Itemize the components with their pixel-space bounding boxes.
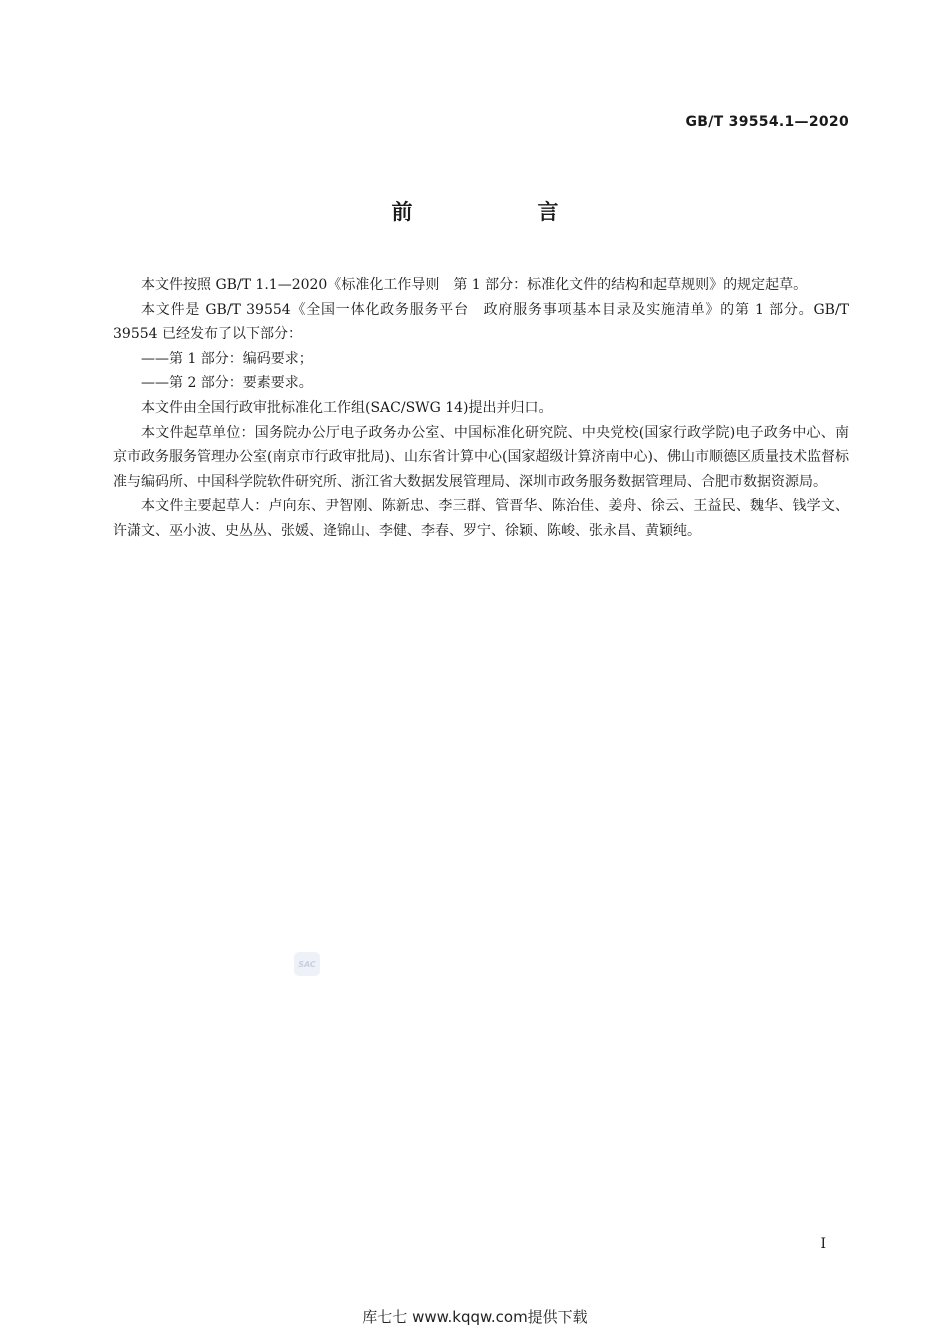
page-title: 前 言 [391,200,611,224]
paragraph-standard-part: 本文件是 GB/T 39554《全国一体化政务服务平台 政府服务事项基本目录及实施清单》的第 1 部分。GB/T 39554 已经发布了以下部分： [113,301,849,343]
page-number: I [820,1236,826,1252]
foreword-body [113,273,849,544]
list-item-part-2: ——第 2 部分：要素要求。 [141,375,313,392]
list-item-part-1: ——第 1 部分：编码要求； [141,350,313,367]
footer-download-credit: 库七七 www.kqqw.com提供下载 [362,1308,588,1326]
standard-code: GB/T 39554.1—2020 [685,114,849,130]
paragraph-proposer: 本文件由全国行政审批标准化工作组(SAC/SWG 14)提出并归口。 [141,399,553,416]
paragraph-drafting-units: 本文件起草单位：国务院办公厅电子政务办公室、中国标准化研究院、中央党校(国家行政学院)电子政务中心、南京市政务服务管理办公室(南京市行政审批局)、山东省计算中心(国家超级计算济南中心)、佛山市顺德区质量技术监督标准与编码所、中国科学院软件研究所、浙江省大数据发展管理局、深圳市政务服务数据管理局、合肥市数据资源局。 [113,424,849,490]
sac-logo-watermark: SAC [294,952,320,976]
paragraph-drafters: 本文件主要起草人：卢向东、尹智刚、陈新忠、李三群、管晋华、陈治佳、姜舟、徐云、王益民、魏华、钱学文、许潇文、巫小波、史丛丛、张媛、逄锦山、李健、李春、罗宁、徐颖、陈峻、张永昌、黄颖纯。 [113,498,849,539]
paragraph-drafting-rules: 本文件按照 GB/T 1.1—2020《标准化工作导则 第 1 部分：标准化文件的结构和起草规则》的规定起草。 [141,277,808,293]
